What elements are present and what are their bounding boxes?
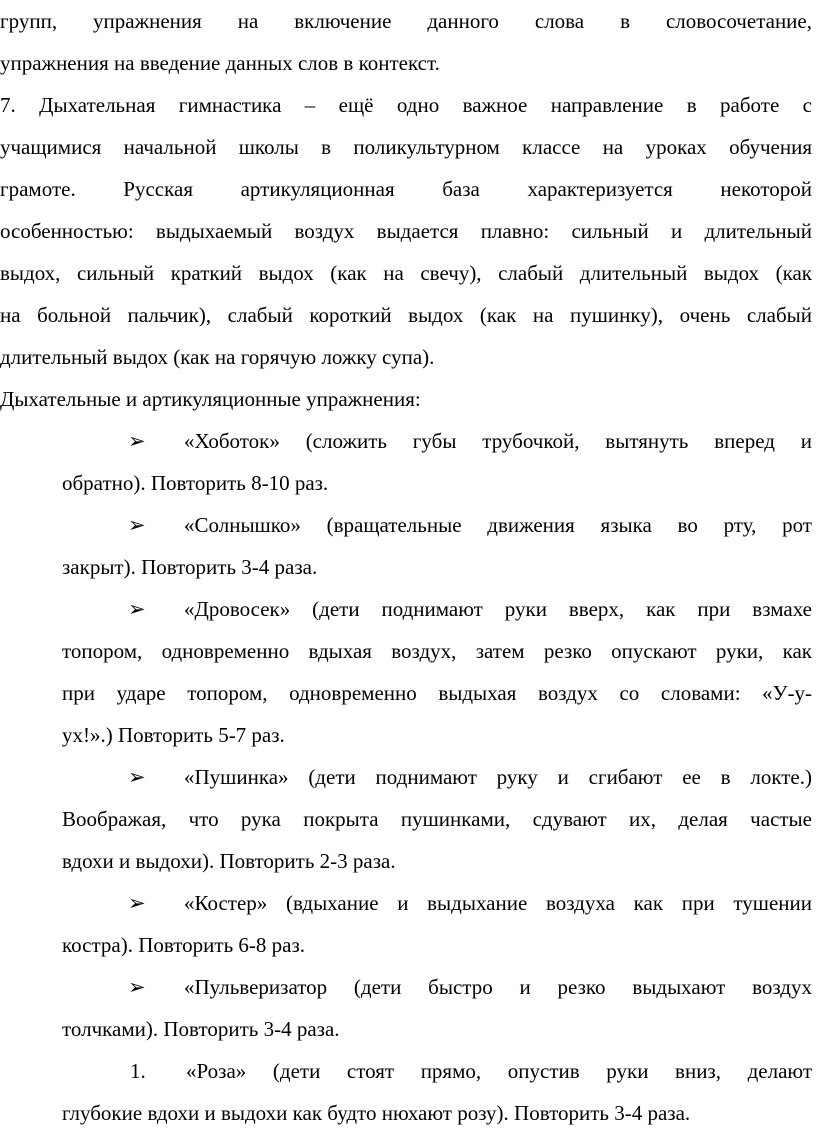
list-item-first-line: «Хоботок» (сложить губы трубочкой, вытянуть вперед и <box>184 429 812 453</box>
numbered-item-first-line: «Роза» (дети стоят прямо, опустив руки вниз, делают <box>186 1059 812 1083</box>
arrow-bullet-icon: ➢ <box>128 597 146 621</box>
list-item-line: костра). Повторить 6-8 раз. <box>62 933 306 957</box>
exercises-heading: Дыхательные и артикуляционные упражнения: <box>0 387 421 411</box>
paragraph-line: длительный выдох (как на горячую ложку супа). <box>0 345 435 369</box>
arrow-bullet-icon: ➢ <box>128 975 146 999</box>
list-item-first-line: «Дровосек» (дети поднимают руки вверх, как при взмахе <box>184 597 812 621</box>
paragraph-line: учащимися начальной школы в поликультурном классе на уроках обучения <box>0 135 812 159</box>
list-item-first-line: «Пушинка» (дети поднимают руку и сгибают ее в локте.) <box>184 765 812 789</box>
arrow-bullet-icon: ➢ <box>128 513 146 537</box>
list-item-line: обратно). Повторить 8-10 раз. <box>62 471 329 495</box>
list-item-first-line: «Пульверизатор (дети быстро и резко выдыхают воздух <box>184 975 812 999</box>
arrow-bullet-icon: ➢ <box>128 765 146 789</box>
numbered-item-line: глубокие вдохи и выдохи как будто нюхают розу). Повторить 3-4 раза. <box>62 1101 691 1125</box>
arrow-bullet-icon: ➢ <box>128 429 146 453</box>
list-item-line: при ударе топором, одновременно выдыхая воздух со словами: «У-у- <box>62 681 812 705</box>
list-item-line: толчками). Повторить 3-4 раза. <box>62 1017 340 1041</box>
list-item-line: Воображая, что рука покрыта пушинками, сдувают их, делая частые <box>62 807 812 831</box>
list-item-first-line: «Костер» (вдыхание и выдыхание воздуха как при тушении <box>184 891 812 915</box>
paragraph-line: на больной пальчик), слабый короткий выдох (как на пушинку), очень слабый <box>0 303 812 327</box>
list-item-line: вдохи и выдохи). Повторить 2-3 раза. <box>62 849 396 873</box>
paragraph-line: 7. Дыхательная гимнастика – ещё одно важное направление в работе с <box>0 93 812 117</box>
arrow-bullet-icon: ➢ <box>128 891 146 915</box>
paragraph-line: упражнения на введение данных слов в контекст. <box>0 51 440 75</box>
list-number: 1. <box>130 1059 146 1083</box>
list-item-line: ух!».) Повторить 5-7 раз. <box>62 723 285 747</box>
paragraph-line: групп, упражнения на включение данного слова в словосочетание, <box>0 9 812 33</box>
list-item-line: топором, одновременно вдыхая воздух, затем резко опускают руки, как <box>62 639 812 663</box>
list-item-first-line: «Солнышко» (вращательные движения языка во рту, рот <box>184 513 812 537</box>
paragraph-line: особенностью: выдыхаемый воздух выдается плавно: сильный и длительный <box>0 219 812 243</box>
paragraph-line: выдох, сильный краткий выдох (как на свечу), слабый длительный выдох (как <box>0 261 812 285</box>
list-item-line: закрыт). Повторить 3-4 раза. <box>62 555 318 579</box>
paragraph-line: грамоте. Русская артикуляционная база характеризуется некоторой <box>0 177 812 201</box>
